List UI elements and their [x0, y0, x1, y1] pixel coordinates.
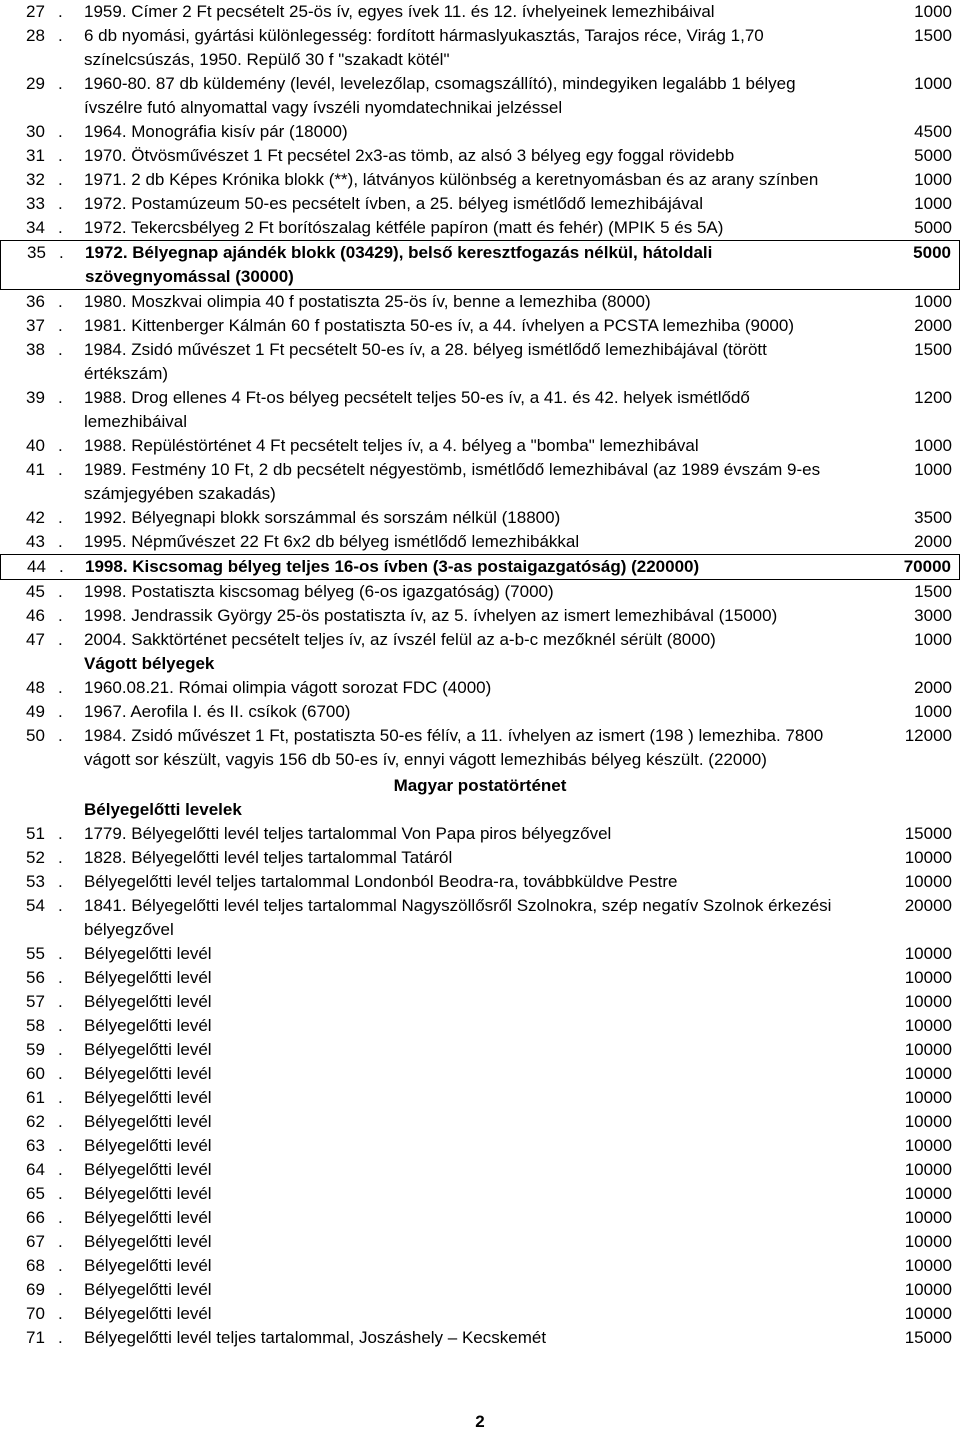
- lot-row: [0, 1134, 960, 1158]
- lot-row: [0, 1110, 960, 1134]
- lot-row: [0, 1038, 960, 1062]
- lot-price: 10000: [904, 1280, 952, 1299]
- lot-number-dot: .: [58, 1184, 63, 1203]
- lot-number: 52: [26, 848, 45, 867]
- lot-row: [0, 338, 960, 386]
- lot-price: 1000: [914, 74, 952, 93]
- lot-row: [0, 966, 960, 990]
- lot-group-belyegelotti: [0, 822, 960, 1350]
- lot-number-dot: .: [58, 630, 63, 649]
- lot-row: [0, 240, 960, 290]
- lot-row: [0, 894, 960, 942]
- lot-number: 42: [26, 508, 45, 527]
- lot-price: 15000: [904, 1328, 952, 1347]
- lot-description: 1998. Jendrassik György 25-ös postatiszta ív, az 5. ívhelyen az ismert lemezhibával (15000): [84, 606, 778, 625]
- lot-number: 51: [26, 824, 45, 843]
- lot-group-belyegek: [0, 0, 960, 652]
- lot-number-dot: .: [58, 388, 63, 407]
- section-heading-belyegelotti: [0, 798, 960, 822]
- lot-row: [0, 1278, 960, 1302]
- lot-row: [0, 1206, 960, 1230]
- lot-number-dot: .: [58, 992, 63, 1011]
- lot-number-dot: .: [58, 146, 63, 165]
- lot-row: [0, 1182, 960, 1206]
- lot-number: 39: [26, 388, 45, 407]
- lot-row: [0, 24, 960, 72]
- lot-row: [0, 990, 960, 1014]
- lot-price: 1000: [914, 170, 952, 189]
- lot-price: 1000: [914, 2, 952, 21]
- lot-row: [0, 314, 960, 338]
- lot-number: 29: [26, 74, 45, 93]
- lot-price: 5000: [914, 146, 952, 165]
- lot-number-dot: .: [58, 896, 63, 915]
- lot-description: 1960-80. 87 db küldemény (levél, levelezőlap, csomagszállító), mindegyiken legalább 1 bélyeg ívszélre futó alnyomattal vagy ívszéli nyomdatechnikai jelzéssel: [84, 74, 796, 117]
- lot-number-dot: .: [58, 1232, 63, 1251]
- lot-price: 1000: [914, 630, 952, 649]
- lot-description: 1995. Népművészet 22 Ft 6x2 db bélyeg ismétlődő lemezhibákkal: [84, 532, 580, 551]
- lot-number: 38: [26, 340, 45, 359]
- lot-price: 1500: [914, 26, 952, 45]
- lot-row: [0, 386, 960, 434]
- lot-row: [0, 530, 960, 554]
- lot-price: 10000: [904, 944, 952, 963]
- lot-number: 27: [26, 2, 45, 21]
- lot-row: [0, 1158, 960, 1182]
- lot-number: 35: [27, 243, 46, 262]
- lot-number-dot: .: [58, 508, 63, 527]
- lot-number: 36: [26, 292, 45, 311]
- lot-price: 1000: [914, 194, 952, 213]
- lot-number: 31: [26, 146, 45, 165]
- lot-description: 1984. Zsidó művészet 1 Ft, postatiszta 50-es félív, a 11. ívhelyen az ismert (198 ) lemezhiba. 7800 vágott sor készült, vagyis 156 db 50-es ív, ennyi vágott lemezhibás bélyeg készült. (22000): [84, 726, 824, 769]
- lot-number: 57: [26, 992, 45, 1011]
- lot-number-dot: .: [58, 1112, 63, 1131]
- lot-price: 3500: [914, 508, 952, 527]
- lot-number: 53: [26, 872, 45, 891]
- lot-number: 33: [26, 194, 45, 213]
- lot-row: [0, 628, 960, 652]
- lot-price: 10000: [904, 1040, 952, 1059]
- lot-number: 67: [26, 1232, 45, 1251]
- section-heading-magyar-postatortenet: Magyar postatörténet: [393, 776, 567, 795]
- lot-price: 10000: [904, 968, 952, 987]
- lot-description: Bélyegelőtti levél: [84, 1208, 212, 1227]
- lot-description: 1972. Postamúzeum 50-es pecsételt ívben, a 25. bélyeg ismétlődő lemezhibájával: [84, 194, 703, 213]
- lot-description: Bélyegelőtti levél teljes tartalommal Londonból Beodra-ra, továbbküldve Pestre: [84, 872, 678, 891]
- lot-price: 1200: [914, 388, 952, 407]
- lot-row: [0, 700, 960, 724]
- lot-description: Bélyegelőtti levél: [84, 1016, 212, 1035]
- lot-price: 10000: [904, 1136, 952, 1155]
- lot-price: 10000: [904, 848, 952, 867]
- lot-number-dot: .: [59, 557, 64, 576]
- lot-number-dot: .: [58, 848, 63, 867]
- lot-number-dot: .: [58, 1280, 63, 1299]
- lot-description: 1972. Tekercsbélyeg 2 Ft borítószalag kétféle papíron (matt és fehér) (MPIK 5 és 5A): [84, 218, 724, 237]
- lot-number-dot: .: [58, 606, 63, 625]
- lot-number-dot: .: [58, 74, 63, 93]
- lot-price: 10000: [904, 1256, 952, 1275]
- lot-number-dot: .: [58, 292, 63, 311]
- lot-row: [0, 604, 960, 628]
- lot-number: 37: [26, 316, 45, 335]
- lot-number: 43: [26, 532, 45, 551]
- lot-number-dot: .: [58, 582, 63, 601]
- lot-description: Bélyegelőtti levél: [84, 968, 212, 987]
- lot-number: 48: [26, 678, 45, 697]
- lot-row: [0, 1254, 960, 1278]
- lot-price: 12000: [904, 726, 952, 745]
- lot-number-dot: .: [59, 243, 64, 262]
- lot-number: 56: [26, 968, 45, 987]
- lot-description: 1998. Postatiszta kiscsomag bélyeg (6-os igazgatóság) (7000): [84, 582, 554, 601]
- lot-number: 44: [27, 557, 46, 576]
- lot-price: 10000: [904, 1112, 952, 1131]
- lot-description: Bélyegelőtti levél: [84, 1232, 212, 1251]
- lot-row: [0, 72, 960, 120]
- lot-number-dot: .: [58, 1160, 63, 1179]
- lot-price: 10000: [904, 872, 952, 891]
- lot-number: 65: [26, 1184, 45, 1203]
- lot-number-dot: .: [58, 170, 63, 189]
- lot-price: 10000: [904, 1232, 952, 1251]
- lot-row: [0, 1086, 960, 1110]
- lot-row: [0, 1326, 960, 1350]
- lot-number: 66: [26, 1208, 45, 1227]
- lot-number: 68: [26, 1256, 45, 1275]
- lot-description: 1981. Kittenberger Kálmán 60 f postatiszta 50-es ív, a 44. ívhelyen a PCSTA lemezhiba (9000): [84, 316, 794, 335]
- lot-number: 59: [26, 1040, 45, 1059]
- lot-number: 30: [26, 122, 45, 141]
- lot-description: 1988. Drog ellenes 4 Ft-os bélyeg pecsételt teljes 50-es ív, a 41. és 42. helyek ismétlődő lemezhibáival: [84, 388, 750, 431]
- lot-row: [0, 1230, 960, 1254]
- lot-price: 2000: [914, 678, 952, 697]
- lot-number-dot: .: [58, 1088, 63, 1107]
- section-heading-vagott: [0, 652, 960, 676]
- lot-number-dot: .: [58, 2, 63, 21]
- lot-description: 1779. Bélyegelőtti levél teljes tartalommal Von Papa piros bélyegzővel: [84, 824, 612, 843]
- page-number: 2: [475, 1412, 485, 1431]
- lot-description: 6 db nyomási, gyártási különlegesség: fordított hármaslyukasztás, Tarajos réce, Virág 1,70 színelcsúszás, 1950. Repülő 30 f "szakadt kötél": [84, 26, 764, 69]
- lot-row: [0, 192, 960, 216]
- lot-description: 1988. Repüléstörténet 4 Ft pecsételt teljes ív, a 4. bélyeg a "bomba" lemezhibával: [84, 436, 699, 455]
- lot-description: Bélyegelőtti levél: [84, 1160, 212, 1179]
- lot-row: [0, 870, 960, 894]
- lot-number-dot: .: [58, 218, 63, 237]
- lot-row: [0, 290, 960, 314]
- lot-number: 55: [26, 944, 45, 963]
- lot-number-dot: .: [58, 1136, 63, 1155]
- lot-row: [0, 458, 960, 506]
- lot-number: 46: [26, 606, 45, 625]
- lot-price: 5000: [913, 243, 951, 262]
- lot-description: 1959. Címer 2 Ft pecsételt 25-ös ív, egyes ívek 11. és 12. ívhelyeinek lemezhibáival: [84, 2, 715, 21]
- lot-description: 1972. Bélyegnap ajándék blokk (03429), belső keresztfogazás nélkül, hátoldali szövegnyomással (30000): [85, 243, 713, 286]
- lot-number: 45: [26, 582, 45, 601]
- lot-number-dot: .: [58, 460, 63, 479]
- lot-number-dot: .: [58, 1208, 63, 1227]
- lot-price: 10000: [904, 1088, 952, 1107]
- lot-number-dot: .: [58, 726, 63, 745]
- lot-row: [0, 1014, 960, 1038]
- lot-price: 1000: [914, 292, 952, 311]
- lot-row: [0, 1302, 960, 1326]
- lot-number-dot: .: [58, 1064, 63, 1083]
- lot-number: 32: [26, 170, 45, 189]
- lot-row: [0, 0, 960, 24]
- lot-number-dot: .: [58, 824, 63, 843]
- lot-number: 40: [26, 436, 45, 455]
- lot-price: 10000: [904, 1208, 952, 1227]
- lot-description: 1960.08.21. Római olimpia vágott sorozat FDC (4000): [84, 678, 492, 697]
- lot-description: Bélyegelőtti levél: [84, 1280, 212, 1299]
- lot-price: 2000: [914, 532, 952, 551]
- lot-number: 61: [26, 1088, 45, 1107]
- lot-number-dot: .: [58, 678, 63, 697]
- lot-description: 1989. Festmény 10 Ft, 2 db pecsételt négyestömb, ismétlődő lemezhibával (az 1989 évszám 9-es számjegyében szakadás): [84, 460, 821, 503]
- lot-description: Bélyegelőtti levél teljes tartalommal, Joszáshely – Kecskemét: [84, 1328, 547, 1347]
- lot-number: 50: [26, 726, 45, 745]
- lot-description: 1998. Kiscsomag bélyeg teljes 16-os ívben (3-as postaigazgatóság) (220000): [85, 557, 700, 576]
- lot-number-dot: .: [58, 532, 63, 551]
- lot-number-dot: .: [58, 872, 63, 891]
- lot-number: 71: [26, 1328, 45, 1347]
- lot-price: 10000: [904, 1304, 952, 1323]
- lot-number-dot: .: [58, 1328, 63, 1347]
- lot-row: [0, 942, 960, 966]
- lot-number-dot: .: [58, 194, 63, 213]
- lot-price: 10000: [904, 1160, 952, 1179]
- lot-row: [0, 506, 960, 530]
- lot-description: 1984. Zsidó művészet 1 Ft pecsételt 50-es ív, a 28. bélyeg ismétlődő lemezhibájával (törött értékszám): [84, 340, 767, 383]
- lot-number: 62: [26, 1112, 45, 1131]
- lot-description: Bélyegelőtti levél: [84, 1040, 212, 1059]
- lot-row: [0, 434, 960, 458]
- lot-row: [0, 580, 960, 604]
- lot-row: [0, 144, 960, 168]
- heading-belyegelotti-text: Bélyegelőtti levelek: [84, 800, 242, 819]
- lot-row: [0, 822, 960, 846]
- lot-description: 1992. Bélyegnapi blokk sorszámmal és sorszám nélkül (18800): [84, 508, 561, 527]
- lot-number-dot: .: [58, 702, 63, 721]
- lot-price: 3000: [914, 606, 952, 625]
- lot-row: [0, 554, 960, 580]
- lot-description: Bélyegelőtti levél: [84, 1112, 212, 1131]
- lot-number: 60: [26, 1064, 45, 1083]
- lot-row: [0, 676, 960, 700]
- lot-price: 1000: [914, 436, 952, 455]
- lot-number: 63: [26, 1136, 45, 1155]
- lot-description: Bélyegelőtti levél: [84, 1256, 212, 1275]
- lot-number: 34: [26, 218, 45, 237]
- lot-price: 1500: [914, 582, 952, 601]
- lot-description: 1841. Bélyegelőtti levél teljes tartalommal Nagyszöllősről Szolnokra, szép negatív Szolnok érkezési bélyegzővel: [84, 896, 832, 939]
- lot-number-dot: .: [58, 1016, 63, 1035]
- lot-row: [0, 216, 960, 240]
- lot-group-vagott: [0, 676, 960, 772]
- lot-number-dot: .: [58, 1304, 63, 1323]
- lot-number-dot: .: [58, 26, 63, 45]
- lot-price: 2000: [914, 316, 952, 335]
- lot-price: 10000: [904, 1184, 952, 1203]
- lot-number-dot: .: [58, 1256, 63, 1275]
- lot-price: 20000: [904, 896, 952, 915]
- lot-row: [0, 724, 960, 772]
- lot-price: 10000: [904, 1064, 952, 1083]
- lot-number: 58: [26, 1016, 45, 1035]
- lot-row: [0, 1062, 960, 1086]
- lot-description: Bélyegelőtti levél: [84, 1304, 212, 1323]
- lot-description: Bélyegelőtti levél: [84, 1136, 212, 1155]
- lot-description: Bélyegelőtti levél: [84, 1064, 212, 1083]
- lot-description: 1971. 2 db Képes Krónika blokk (**), látványos különbség a keretnyomásban és az arany színben: [84, 170, 819, 189]
- lot-price: 1000: [914, 702, 952, 721]
- lot-description: Bélyegelőtti levél: [84, 944, 212, 963]
- lot-number-dot: .: [58, 436, 63, 455]
- lot-row: [0, 120, 960, 144]
- lot-description: 1970. Ötvösművészet 1 Ft pecsétel 2x3-as tömb, az alsó 3 bélyeg egy foggal rövidebb: [84, 146, 735, 165]
- lot-number-dot: .: [58, 1040, 63, 1059]
- lot-number-dot: .: [58, 340, 63, 359]
- lot-number-dot: .: [58, 316, 63, 335]
- lot-number: 49: [26, 702, 45, 721]
- lot-description: 1964. Monográfia kisív pár (18000): [84, 122, 348, 141]
- heading-vagott-text: Vágott bélyegek: [84, 654, 215, 673]
- lot-number: 47: [26, 630, 45, 649]
- lot-price: 15000: [904, 824, 952, 843]
- lot-description: 1967. Aerofila I. és II. csíkok (6700): [84, 702, 351, 721]
- lot-price: 10000: [904, 992, 952, 1011]
- lot-price: 10000: [904, 1016, 952, 1035]
- lot-number: 41: [26, 460, 45, 479]
- lot-price: 5000: [914, 218, 952, 237]
- lot-price: 4500: [914, 122, 952, 141]
- lot-description: 1828. Bélyegelőtti levél teljes tartalommal Tatáról: [84, 848, 453, 867]
- lot-number-dot: .: [58, 968, 63, 987]
- lot-description: Bélyegelőtti levél: [84, 1088, 212, 1107]
- lot-description: Bélyegelőtti levél: [84, 1184, 212, 1203]
- lot-price: 70000: [903, 557, 951, 576]
- lot-description: 2004. Sakktörténet pecsételt teljes ív, az ívszél felül az a-b-c mezőknél sérült (8000): [84, 630, 716, 649]
- lot-number: 70: [26, 1304, 45, 1323]
- lot-number-dot: .: [58, 944, 63, 963]
- lot-row: [0, 168, 960, 192]
- lot-description: Bélyegelőtti levél: [84, 992, 212, 1011]
- lot-price: 1500: [914, 340, 952, 359]
- lot-number: 69: [26, 1280, 45, 1299]
- lot-number: 54: [26, 896, 45, 915]
- lot-price: 1000: [914, 460, 952, 479]
- lot-row: [0, 846, 960, 870]
- lot-number: 64: [26, 1160, 45, 1179]
- lot-description: 1980. Moszkvai olimpia 40 f postatiszta 25-ös ív, benne a lemezhiba (8000): [84, 292, 651, 311]
- lot-number: 28: [26, 26, 45, 45]
- lot-number-dot: .: [58, 122, 63, 141]
